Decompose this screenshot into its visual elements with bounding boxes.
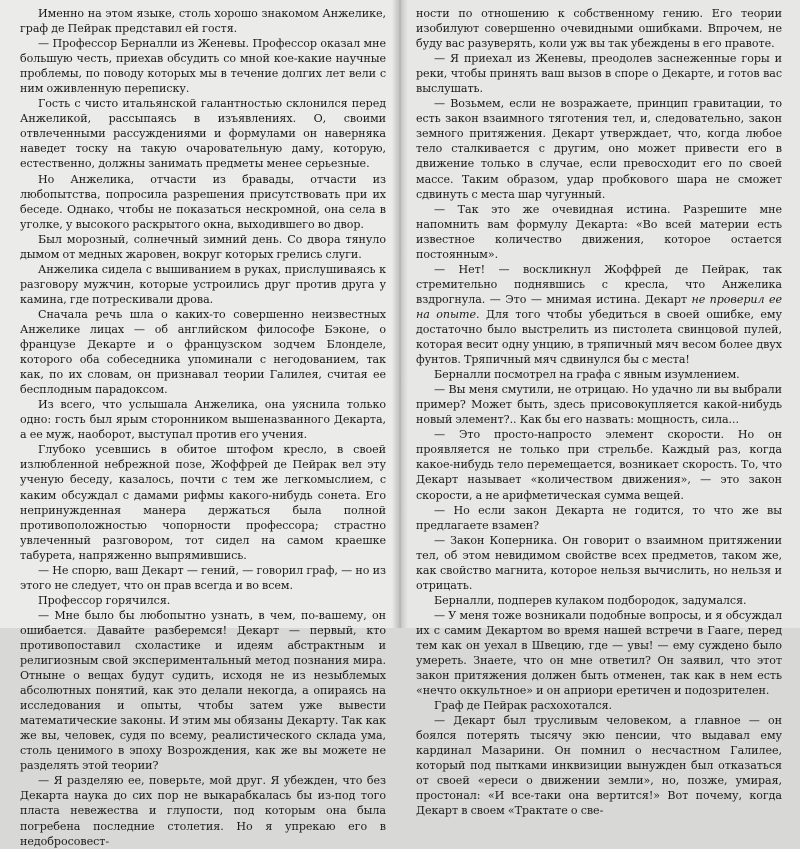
- paragraph: Берналли, подперев кулаком подбородок, задумался.: [434, 593, 747, 607]
- paragraph: Но Анжелика, отчасти из бравады, отчасти из любопытства, попросила разрешения присутствовать при их беседе. Однако, чтобы не показаться нескромной, она села в уголке, у высокого раскрытого окна, выходившего во двор.: [20, 172, 386, 231]
- paragraph: — Я разделяю ее, поверьте, мой друг. Я убежден, что без Декарта наука до сих пор не выкарабкалась бы из-под того пласта невежества и глупости, под которым она была погребена последние столетия. Но я упрекаю его в недобросовест-: [20, 774, 386, 848]
- paragraph: — Возьмем, если не возражаете, принцип гравитации, то есть закон взаимного тяготения тел, и, следовательно, закон земного притяжения. Декарт утверждает, что, когда любое тело сталкивается с другим, оно может привести его в движение только в случае, если превосходит его по своей массе. Таким образом, удар пробкового шара не сможет сдвинуть с места шар чугунный.: [416, 97, 782, 201]
- paragraph: Из всего, что услышала Анжелика, она уяснила только одно: гость был ярым сторонником вышеназванного Декарта, а ее муж, наоборот, выступал против его учения.: [20, 398, 386, 442]
- paragraph: — Вы меня смутили, не отрицаю. Но удачно ли вы выбрали пример? Может быть, здесь присовокупляется какой-нибудь новый элемент?.. Как бы его назвать: мощность, сила...: [416, 383, 782, 427]
- paragraph: — Мне было бы любопытно узнать, в чем, по-вашему, он ошибается. Давайте разберемся! Декарт — первый, кто противопоставил схоластике и идеям абстрактным и религиозным свой экспериментальный метод познания мира. Отныне о вещах будут судить, исходя не из незыблемых абсолютных понятий, как это делали некогда, а опираясь на исследования и опыты, чтобы затем уже вывести математические законы. И этим мы обязаны Декарту. Так как же вы, человек, судя по всему, реалистического склада ума, столь ценимого в эпоху Возрождения, как же вы можете не разделять этой теории?: [20, 608, 386, 773]
- paragraph: — Но если закон Декарта не годится, то что же вы предлагаете взамен?: [416, 503, 782, 532]
- right-page: [400, 0, 800, 818]
- paragraph: Сначала речь шла о каких-то совершенно неизвестных Анжелике лицах — об английском философе Бэконе, о французе Декарте и о французском зодчем Блонделе, которого оба собеседника упоминали с негодованием, так как, по их словам, он признавал теории Галилея, считая ее бесплодным парадоксом.: [20, 307, 386, 397]
- paragraph: Берналли посмотрел на графа с явным изумлением.: [434, 368, 740, 382]
- paragraph: Был морозный, солнечный зимний день. Со двора тянуло дымом от медных жаровен, вокруг которых грелись слуги.: [20, 232, 386, 261]
- paragraph: Именно на этом языке, столь хорошо знакомом Анжелике, граф де Пейрак представил ей гостя.: [20, 7, 386, 36]
- paragraph: Граф де Пейрак расхохотался.: [434, 699, 613, 713]
- paragraph: Глубоко усевшись в обитое штофом кресло, в своей излюбленной небрежной позе, Жоффрей де Пейрак вел эту ученую беседу, казалось, почти с тем же легкомыслием, с каким обсуждал с дамами рифмы какого-нибудь сонета. Его непринужденная манера держаться была полной противоположностью чопорности профессора; страстно увлеченный разговором, тот сидел на самом краешке табурета, напряженно выпрямившись.: [20, 443, 386, 562]
- paragraph: — Нет! — воскликнул Жоффрей де Пейрак, так стремительно поднявшись с кресла, что Анжелика вздрогнула. — Это — мнимая истина. Декарт не проверил ее на опыте. Для того чтобы убедиться в своей ошибке, ему достаточно было выстрелить из пистолета свинцовой пулей, которая весит одну унцию, в тряпичный мяч весом более двух фунтов. Тряпичный мяч сдвинулся бы с места!: [416, 262, 782, 367]
- paragraph: — Закон Коперника. Он говорит о взаимном притяжении тел, об этом невидимом свойстве всех предметов, таком же, как свойство магнита, которое нельзя вычислить, но нельзя и отрицать.: [416, 533, 782, 592]
- paragraph: ности по отношению к собственному гению. Его теории изобилуют совершенно очевидными ошибками. Впрочем, не буду вас разуверять, коли уж вы так убеждены в его правоте.: [416, 7, 782, 51]
- paragraph: — У меня тоже возникали подобные вопросы, и я обсуждал их с самим Декартом во время нашей встречи в Гааге, перед тем как он уехал в Швецию, где — увы! — ему суждено было умереть. Знаете, что он мне ответил? Он заявил, что этот закон притяжения должен быть отменен, так как в нем есть «нечто оккультное» и он априори еретичен и подозрителен.: [416, 608, 782, 698]
- paragraph: — Профессор Берналли из Женевы. Профессор оказал мне большую честь, приехав обсудить со мной кое-какие научные проблемы, по поводу которых мы в течение долгих лет вели с ним оживленную переписку.: [20, 37, 386, 96]
- paragraph: — Это просто-напросто элемент скорости. Но он проявляется не только при стрельбе. Каждый раз, когда какое-нибудь тело перемещается, возникает скорость. То, что Декарт называет «количеством движения», — это закон скорости, а не арифметическая сумма вещей.: [416, 428, 782, 502]
- paragraph: — Так это же очевидная истина. Разрешите мне напомнить вам формулу Декарта: «Во всей материи есть известное количество движения, которое остается постоянным».: [416, 202, 782, 261]
- paragraph: — Я приехал из Женевы, преодолев заснеженные горы и реки, чтобы принять ваш вызов в споре о Декарте, и готов вас выслушать.: [416, 52, 782, 96]
- paragraph: Гость с чисто итальянской галантностью склонился перед Анжеликой, рассыпаясь в изъявлениях. О, своими отвлеченными рассуждениями и формулами он наверняка наведет тоску на такую очаровательную даму, которую, естественно, должны занимать предметы менее серьезные.: [20, 97, 386, 171]
- paragraph: — Декарт был трусливым человеком, а главное — он боялся потерять тысячу экю пенсии, что выдавал ему кардинал Мазарини. Он помнил о несчастном Галилее, который под пытками инквизиции вынужден был отказаться от своей «ереси о движении земли», но, позже, умирая, простонал: «И все-таки она вертится!» Вот почему, когда Декарт в своем «Трактате о све-: [416, 714, 782, 818]
- paragraph: Профессор горячился.: [38, 593, 171, 607]
- book-gutter: [392, 0, 408, 628]
- paragraph: Анжелика сидела с вышиванием в руках, прислушиваясь к разговору мужчин, которые устроились друг против друга у камина, где потрескивали дрова.: [20, 262, 386, 306]
- paragraph: — Не спорю, ваш Декарт — гений, — говорил граф, — но из этого не следует, что он прав всегда и во всем.: [20, 563, 386, 592]
- left-page: [0, 0, 400, 848]
